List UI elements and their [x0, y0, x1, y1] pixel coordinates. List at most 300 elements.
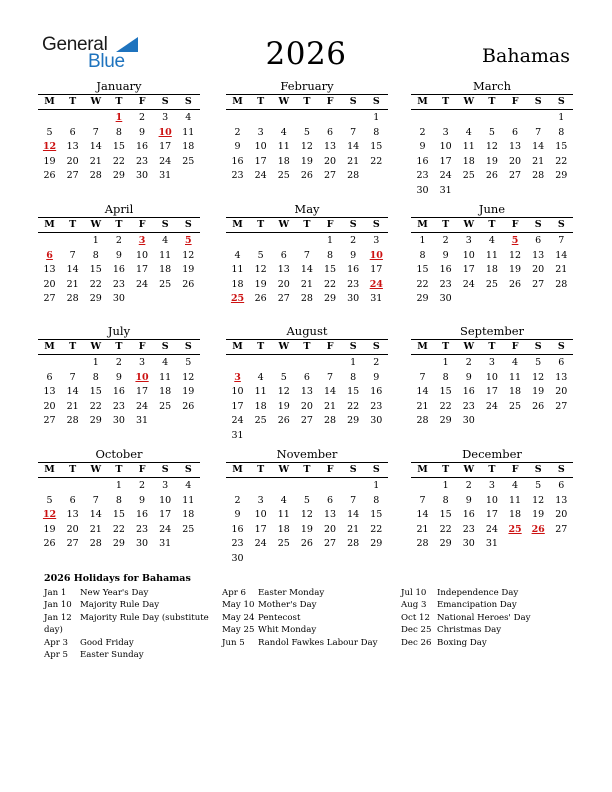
- day-cell: 29: [370, 538, 383, 550]
- weekday-label: T: [115, 219, 123, 230]
- weekday-header: [38, 339, 200, 355]
- day-cell: 19: [43, 523, 56, 535]
- weekday-header: [226, 217, 388, 233]
- day-cell: 31: [136, 415, 149, 427]
- holiday-day-cell: 25: [508, 523, 522, 535]
- holiday-row: [44, 612, 210, 637]
- weekday-label: T: [69, 96, 77, 107]
- day-cell: 10: [159, 494, 172, 506]
- day-cell: 17: [485, 386, 498, 398]
- day-cell: 13: [324, 509, 337, 521]
- day-cell: 22: [89, 400, 102, 412]
- day-cell: 15: [555, 141, 568, 153]
- day-cell: 28: [347, 170, 360, 182]
- holiday-name: Boxing Day: [437, 637, 487, 648]
- day-cell: 8: [373, 494, 380, 506]
- empty-cell: [226, 234, 249, 249]
- day-cell: 27: [324, 170, 337, 182]
- month-title: August: [286, 324, 328, 338]
- day-cell: 12: [182, 249, 195, 261]
- weekday-label: M: [417, 464, 428, 475]
- day-cell: 16: [231, 155, 244, 167]
- weekday-label: T: [488, 96, 496, 107]
- day-cell: 10: [439, 141, 452, 153]
- month-october: [38, 447, 200, 552]
- day-cell: 17: [485, 509, 498, 521]
- month-title: April: [104, 202, 134, 216]
- day-cell: 7: [92, 126, 99, 138]
- day-cell: 2: [139, 480, 146, 491]
- day-cell: 27: [66, 170, 79, 182]
- day-cell: 27: [300, 415, 313, 427]
- day-cell: 30: [136, 538, 149, 550]
- day-grid: [38, 355, 200, 429]
- day-cell: 2: [234, 126, 241, 138]
- day-cell: 9: [465, 371, 472, 383]
- day-cell: 8: [115, 126, 122, 138]
- day-cell: 11: [254, 386, 267, 398]
- day-cell: 5: [257, 249, 264, 261]
- weekday-label: M: [417, 96, 428, 107]
- empty-cell: [319, 356, 342, 371]
- weekday-label: T: [115, 341, 123, 352]
- empty-cell: [272, 479, 295, 494]
- empty-cell: [411, 356, 434, 371]
- month-november: [226, 447, 388, 567]
- holiday-day-cell: 6: [46, 249, 53, 261]
- day-cell: 5: [303, 494, 310, 506]
- day-cell: 29: [555, 170, 568, 182]
- day-cell: 5: [46, 494, 53, 506]
- day-cell: 23: [416, 170, 429, 182]
- day-cell: 6: [558, 357, 565, 368]
- day-cell: 24: [231, 415, 244, 427]
- holiday-date: May 24: [222, 612, 255, 623]
- day-cell: 3: [162, 112, 169, 123]
- day-cell: 3: [373, 235, 380, 246]
- weekday-label: S: [557, 96, 565, 107]
- day-cell: 13: [66, 509, 79, 521]
- day-cell: 14: [324, 386, 337, 398]
- weekday-label: S: [184, 464, 192, 475]
- day-cell: 30: [231, 552, 244, 564]
- day-cell: 25: [485, 278, 498, 290]
- day-cell: 19: [277, 400, 290, 412]
- day-cell: 7: [327, 371, 334, 383]
- weekday-header: [226, 94, 388, 110]
- day-cell: 5: [535, 480, 542, 491]
- day-cell: 28: [555, 278, 568, 290]
- day-cell: 17: [136, 264, 149, 276]
- weekday-label: S: [161, 341, 169, 352]
- holiday-date: Oct 12: [401, 612, 430, 623]
- day-grid: [226, 233, 388, 307]
- holiday-row: [401, 612, 530, 624]
- weekday-label: M: [44, 219, 55, 230]
- month-title: May: [294, 202, 320, 216]
- empty-cell: [342, 111, 365, 126]
- day-cell: 22: [439, 400, 452, 412]
- day-cell: 11: [509, 494, 522, 506]
- holiday-day-cell: 3: [234, 371, 241, 383]
- weekday-label: M: [232, 464, 243, 475]
- weekday-label: S: [184, 341, 192, 352]
- day-cell: 12: [300, 509, 313, 521]
- day-cell: 20: [532, 264, 545, 276]
- day-cell: 19: [485, 155, 498, 167]
- day-cell: 23: [231, 170, 244, 182]
- day-cell: 9: [139, 126, 146, 138]
- day-cell: 27: [43, 293, 56, 305]
- day-cell: 28: [66, 415, 79, 427]
- day-cell: 3: [162, 480, 169, 491]
- day-cell: 8: [92, 249, 99, 261]
- holiday-day-cell: 10: [135, 371, 149, 383]
- day-cell: 20: [555, 509, 568, 521]
- day-cell: 21: [89, 155, 102, 167]
- day-cell: 1: [92, 235, 99, 246]
- day-cell: 31: [231, 429, 244, 441]
- day-cell: 14: [66, 386, 79, 398]
- weekday-label: S: [184, 219, 192, 230]
- day-cell: 23: [136, 155, 149, 167]
- empty-cell: [249, 479, 272, 494]
- day-cell: 3: [139, 357, 146, 368]
- calendar-year: 2026: [265, 36, 347, 72]
- day-cell: 24: [159, 523, 172, 535]
- holiday-day-cell: 10: [369, 249, 383, 261]
- day-cell: 11: [277, 509, 290, 521]
- holiday-day-cell: 5: [185, 235, 192, 246]
- holiday-name: Pentecost: [258, 612, 301, 623]
- holiday-date: May 25: [222, 625, 255, 636]
- day-cell: 24: [254, 170, 267, 182]
- holiday-day-cell: 12: [42, 509, 57, 521]
- day-cell: 19: [182, 264, 195, 276]
- day-cell: 26: [43, 170, 56, 182]
- day-cell: 20: [43, 278, 56, 290]
- day-cell: 8: [92, 371, 99, 383]
- weekday-label: W: [90, 341, 102, 352]
- holiday-row: [44, 599, 210, 611]
- weekday-label: W: [278, 96, 290, 107]
- day-cell: 14: [89, 141, 102, 153]
- day-cell: 25: [277, 538, 290, 550]
- day-cell: 5: [488, 126, 495, 138]
- holiday-row: [222, 612, 378, 624]
- holiday-name: Mother's Day: [258, 600, 317, 611]
- weekday-label: S: [557, 464, 565, 475]
- day-cell: 19: [300, 523, 313, 535]
- weekday-header: [226, 462, 388, 478]
- day-cell: 3: [442, 126, 449, 138]
- day-cell: 10: [254, 509, 267, 521]
- day-cell: 7: [69, 371, 76, 383]
- day-cell: 5: [303, 126, 310, 138]
- weekday-label: T: [69, 464, 77, 475]
- day-grid: [226, 478, 388, 567]
- weekday-label: S: [557, 219, 565, 230]
- day-cell: 9: [234, 141, 241, 153]
- day-cell: 23: [462, 400, 475, 412]
- day-cell: 20: [324, 155, 337, 167]
- weekday-label: S: [534, 464, 542, 475]
- day-cell: 6: [280, 249, 287, 261]
- holiday-name: Good Friday: [80, 637, 134, 648]
- day-cell: 1: [442, 480, 449, 491]
- day-cell: 10: [231, 386, 244, 398]
- day-cell: 1: [92, 357, 99, 368]
- holiday-name: Easter Monday: [258, 588, 325, 598]
- day-cell: 6: [512, 126, 519, 138]
- weekday-label: S: [161, 464, 169, 475]
- day-cell: 8: [442, 371, 449, 383]
- weekday-label: W: [463, 464, 475, 475]
- holiday-date: Jul 10: [401, 588, 427, 598]
- weekday-label: W: [463, 341, 475, 352]
- weekday-label: T: [488, 464, 496, 475]
- weekday-label: W: [90, 96, 102, 107]
- holiday-row: [401, 637, 530, 649]
- weekday-label: F: [511, 464, 519, 475]
- weekday-label: S: [372, 464, 380, 475]
- month-title: October: [95, 447, 143, 461]
- empty-cell: [226, 356, 249, 371]
- holiday-row: [222, 637, 378, 649]
- day-cell: 23: [112, 278, 125, 290]
- day-cell: 13: [509, 141, 522, 153]
- day-cell: 7: [419, 494, 426, 506]
- day-grid: [38, 110, 200, 184]
- day-cell: 3: [488, 357, 495, 368]
- empty-cell: [249, 234, 272, 249]
- weekday-label: M: [417, 219, 428, 230]
- day-cell: 27: [324, 538, 337, 550]
- day-cell: 23: [136, 523, 149, 535]
- day-cell: 20: [66, 523, 79, 535]
- day-cell: 26: [254, 293, 267, 305]
- empty-cell: [272, 111, 295, 126]
- holiday-date: May 10: [222, 600, 255, 611]
- day-cell: 7: [419, 371, 426, 383]
- day-cell: 2: [115, 357, 122, 368]
- weekday-header: [411, 94, 573, 110]
- day-cell: 11: [509, 371, 522, 383]
- day-cell: 4: [465, 126, 472, 138]
- empty-cell: [295, 234, 318, 249]
- weekday-label: W: [278, 341, 290, 352]
- weekday-label: S: [534, 341, 542, 352]
- day-cell: 1: [419, 235, 426, 246]
- day-cell: 4: [185, 112, 192, 123]
- weekday-label: W: [278, 219, 290, 230]
- day-cell: 30: [112, 293, 125, 305]
- empty-cell: [319, 111, 342, 126]
- day-cell: 22: [89, 278, 102, 290]
- day-cell: 14: [66, 264, 79, 276]
- day-cell: 28: [300, 293, 313, 305]
- day-cell: 19: [300, 155, 313, 167]
- day-cell: 17: [254, 155, 267, 167]
- weekday-label: T: [488, 341, 496, 352]
- weekday-label: S: [534, 219, 542, 230]
- weekday-label: M: [417, 341, 428, 352]
- holiday-date: Dec 25: [401, 625, 432, 636]
- holiday-name: National Heroes' Day: [437, 612, 531, 623]
- weekday-label: F: [511, 219, 519, 230]
- day-cell: 15: [416, 264, 429, 276]
- holiday-row: [401, 587, 530, 599]
- empty-cell: [84, 479, 107, 494]
- day-cell: 30: [439, 293, 452, 305]
- holiday-date: Apr 5: [44, 650, 69, 661]
- holiday-date: Jan 10: [44, 600, 72, 611]
- day-cell: 22: [347, 400, 360, 412]
- day-cell: 18: [182, 141, 195, 153]
- holiday-name: Christmas Day: [437, 625, 502, 636]
- day-cell: 28: [66, 293, 79, 305]
- weekday-label: T: [442, 219, 450, 230]
- empty-cell: [295, 479, 318, 494]
- day-cell: 6: [303, 371, 310, 383]
- day-cell: 7: [69, 249, 76, 261]
- weekday-label: S: [349, 96, 357, 107]
- day-cell: 8: [115, 494, 122, 506]
- day-cell: 29: [112, 538, 125, 550]
- empty-cell: [319, 479, 342, 494]
- day-cell: 31: [370, 293, 383, 305]
- day-cell: 7: [535, 126, 542, 138]
- empty-cell: [272, 356, 295, 371]
- empty-cell: [226, 111, 249, 126]
- day-cell: 13: [555, 371, 568, 383]
- day-cell: 27: [532, 278, 545, 290]
- day-cell: 30: [462, 538, 475, 550]
- day-grid: [226, 110, 388, 184]
- day-cell: 14: [416, 386, 429, 398]
- day-cell: 2: [373, 357, 380, 368]
- day-cell: 2: [419, 126, 426, 138]
- day-cell: 13: [277, 264, 290, 276]
- day-cell: 7: [92, 494, 99, 506]
- weekday-label: F: [326, 464, 334, 475]
- day-cell: 21: [555, 264, 568, 276]
- day-cell: 11: [277, 141, 290, 153]
- day-cell: 4: [512, 480, 519, 491]
- day-cell: 8: [419, 249, 426, 261]
- day-cell: 19: [43, 155, 56, 167]
- day-cell: 28: [89, 170, 102, 182]
- day-cell: 30: [347, 293, 360, 305]
- holiday-name: New Year's Day: [80, 588, 149, 598]
- day-cell: 21: [66, 400, 79, 412]
- empty-cell: [504, 111, 527, 126]
- day-cell: 31: [439, 184, 452, 196]
- day-cell: 29: [89, 415, 102, 427]
- day-cell: 22: [416, 278, 429, 290]
- holiday-date: Aug 3: [401, 600, 427, 611]
- weekday-label: S: [372, 341, 380, 352]
- day-cell: 17: [370, 264, 383, 276]
- day-cell: 10: [485, 371, 498, 383]
- holiday-name: Independence Day: [437, 588, 519, 598]
- day-cell: 25: [462, 170, 475, 182]
- weekday-label: W: [90, 464, 102, 475]
- day-cell: 22: [439, 523, 452, 535]
- weekday-label: S: [372, 219, 380, 230]
- day-cell: 7: [303, 249, 310, 261]
- day-cell: 25: [159, 278, 172, 290]
- day-cell: 6: [535, 235, 542, 246]
- month-title: November: [276, 447, 338, 461]
- day-cell: 21: [416, 523, 429, 535]
- holiday-row: [222, 624, 378, 636]
- day-cell: 14: [555, 249, 568, 261]
- day-cell: 31: [159, 538, 172, 550]
- weekday-label: S: [372, 96, 380, 107]
- day-cell: 17: [159, 141, 172, 153]
- day-cell: 18: [159, 264, 172, 276]
- day-cell: 2: [350, 235, 357, 246]
- day-cell: 9: [115, 249, 122, 261]
- day-cell: 31: [485, 538, 498, 550]
- day-cell: 24: [254, 538, 267, 550]
- day-cell: 31: [159, 170, 172, 182]
- holiday-day-cell: 24: [369, 278, 383, 290]
- day-cell: 4: [280, 126, 287, 138]
- day-cell: 2: [465, 357, 472, 368]
- day-cell: 11: [182, 494, 195, 506]
- day-grid: [38, 478, 200, 552]
- day-cell: 25: [509, 400, 522, 412]
- day-cell: 1: [327, 235, 334, 246]
- day-cell: 14: [89, 509, 102, 521]
- empty-cell: [38, 479, 61, 494]
- holiday-row: [222, 587, 378, 599]
- day-cell: 19: [532, 386, 545, 398]
- month-may: [226, 202, 388, 307]
- day-cell: 19: [182, 386, 195, 398]
- empty-cell: [457, 111, 480, 126]
- day-cell: 27: [509, 170, 522, 182]
- day-cell: 24: [439, 170, 452, 182]
- day-cell: 21: [347, 155, 360, 167]
- month-title: September: [459, 324, 525, 338]
- day-cell: 11: [159, 249, 172, 261]
- day-cell: 24: [136, 400, 149, 412]
- weekday-label: S: [349, 219, 357, 230]
- day-cell: 15: [324, 264, 337, 276]
- day-cell: 14: [532, 141, 545, 153]
- day-cell: 3: [488, 480, 495, 491]
- month-june: [411, 202, 573, 307]
- weekday-label: T: [303, 96, 311, 107]
- month-january: [38, 79, 200, 184]
- day-cell: 22: [370, 523, 383, 535]
- day-cell: 17: [231, 400, 244, 412]
- day-cell: 6: [46, 371, 53, 383]
- day-cell: 25: [182, 155, 195, 167]
- weekday-label: F: [138, 341, 146, 352]
- holiday-column: [222, 587, 378, 649]
- day-grid: [38, 233, 200, 307]
- weekday-label: S: [534, 96, 542, 107]
- day-cell: 26: [485, 170, 498, 182]
- day-cell: 27: [555, 400, 568, 412]
- country-name: Bahamas: [482, 45, 570, 67]
- day-cell: 18: [231, 278, 244, 290]
- day-cell: 16: [112, 264, 125, 276]
